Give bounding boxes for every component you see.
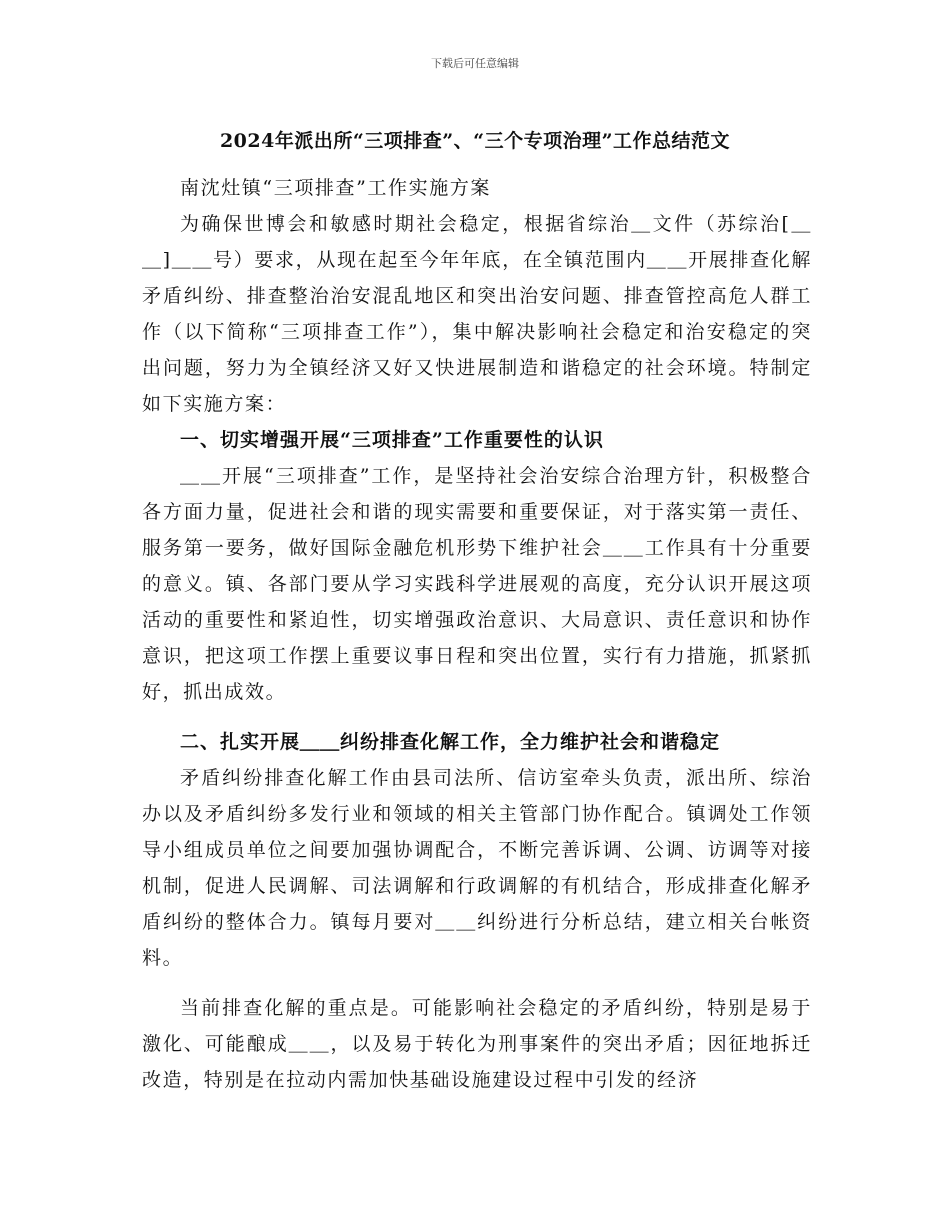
document-title: 2024年派出所“三项排查”、“三个专项治理”工作总结范文 — [219, 130, 731, 152]
section-heading-1: 一、切实增强开展“三项排查”工作重要性的认识 — [180, 429, 604, 451]
document-subtitle: 南沈灶镇“三项排查”工作实施方案 — [180, 177, 492, 199]
paragraph-3: 当前排查化解的重点是。可能影响社会稳定的矛盾纠纷，特别是易于激化、可能酿成＿＿，以及易于转化为刑事案件的突出矛盾；因征地拆迁改造，特别是在拉动内需加快基础设施建设过程中引发的经济 — [142, 997, 812, 1091]
paragraph-1: ＿＿开展“三项排查”工作，是坚持社会治安综合治理方针，积极整合各方面力量，促进社会和谐的现实需要和重要保证，对于落实第一责任、服务第一要务，做好国际金融危机形势下维护社会＿＿工作具有十分重要的意义。镇、各部门要从学习实践科学进展观的高度，充分认识开展这项活动的重要性和紧迫性，切实增强政治意识、大局意识、责任意识和协作意识，把这项工作摆上重要议事日程和突出位置，实行有力措施，抓紧抓好，抓出成效。 — [142, 465, 812, 703]
header-note: 下载后可任意编辑 — [431, 57, 519, 70]
section-heading-2: 二、扎实开展＿＿纠纷排查化解工作，全力维护社会和谐稳定 — [180, 731, 721, 753]
intro-paragraph: 为确保世博会和敏感时期社会稳定，根据省综治＿文件（苏综治[＿＿]＿＿号）要求，从现在起至今年年底，在全镇范围内＿＿开展排查化解矛盾纠纷、排查整治治安混乱地区和突出治安问题、排查管控高危人群工作（以下简称“三项排查工作”），集中解决影响社会稳定和治安稳定的突出问题，努力为全镇经济又好又快进展制造和谐稳定的社会环境。特制定如下实施方案： — [142, 213, 812, 415]
document-body — [142, 170, 812, 1098]
paragraph-2: 矛盾纠纷排查化解工作由县司法所、信访室牵头负责，派出所、综治办以及矛盾纠纷多发行业和领域的相关主管部门协作配合。镇调处工作领导小组成员单位之间要加强协调配合，不断完善诉调、公调、访调等对接机制，促进人民调解、司法调解和行政调解的有机结合，形成排查化解矛盾纠纷的整体合力。镇每月要对＿＿纠纷进行分析总结，建立相关台帐资料。 — [142, 767, 812, 969]
